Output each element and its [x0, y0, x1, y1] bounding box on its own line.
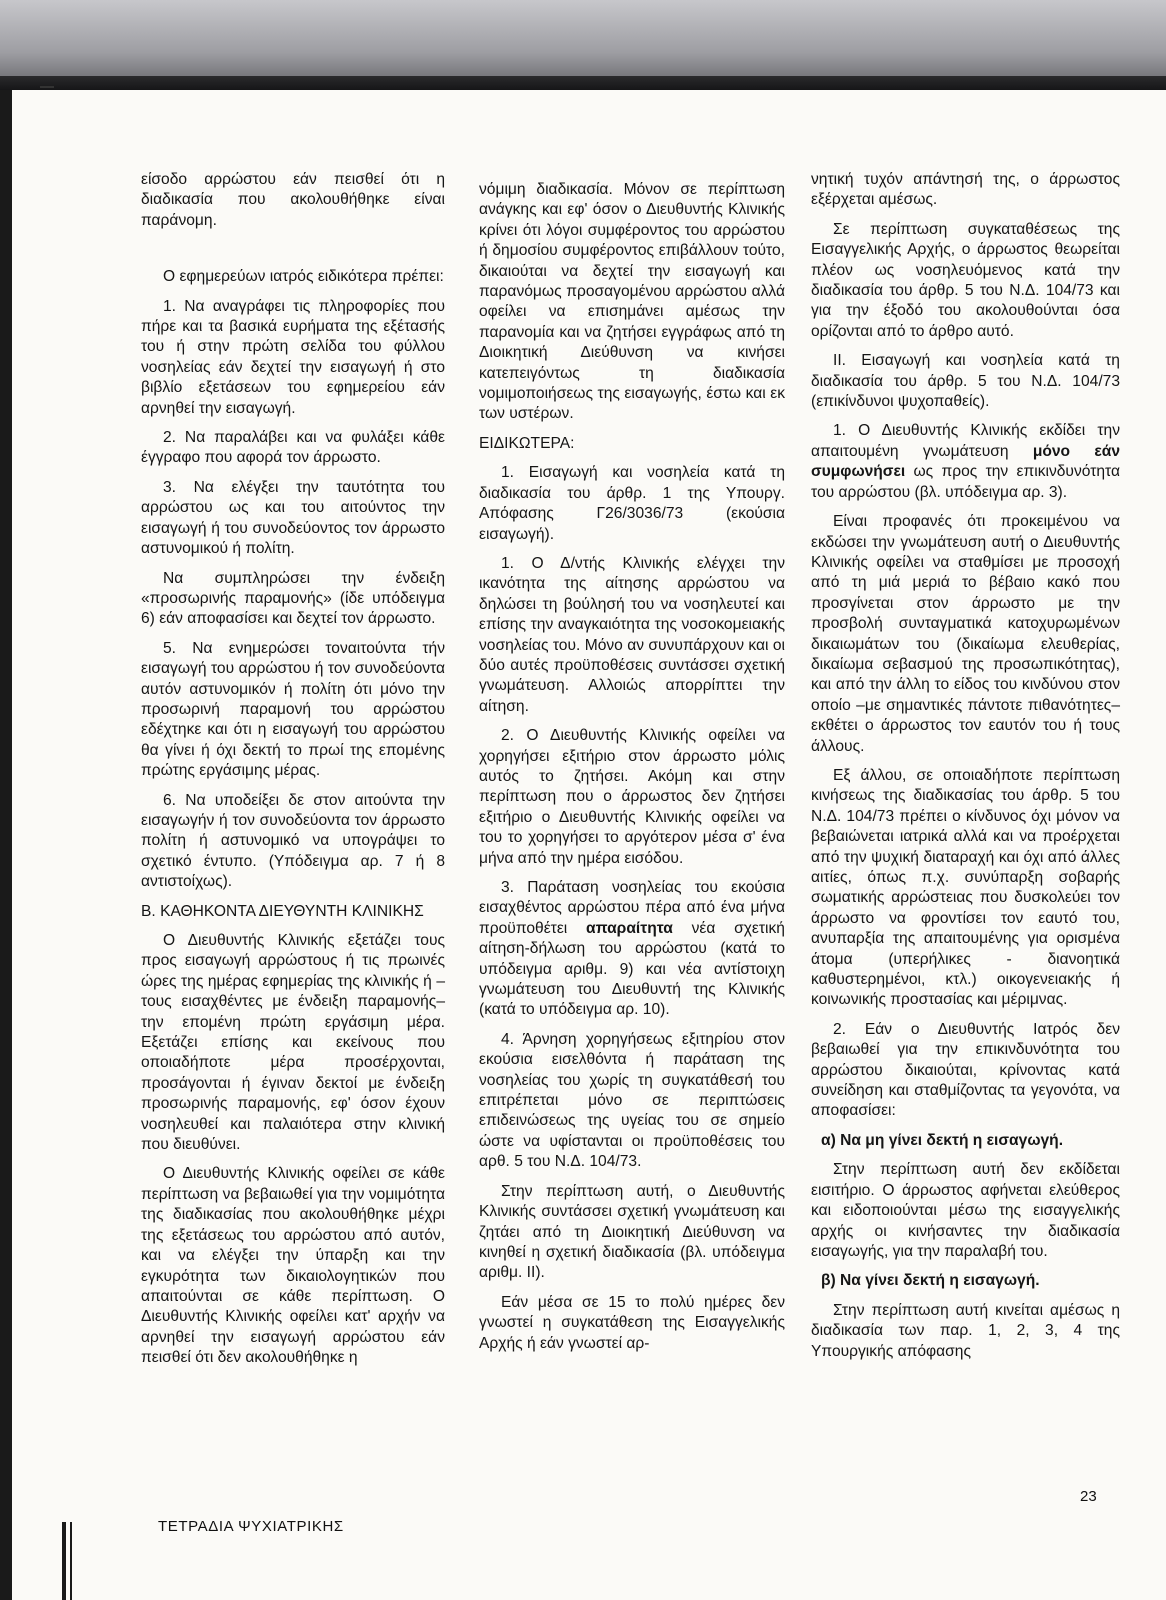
paragraph: Να συμπληρώσει την ένδειξη «προσωρινής παραμονής» (ίδε υπόδειγμα 6) εάν αποφασίσει και δεχτεί τον άρρωστο.	[141, 569, 445, 628]
text-column-left	[141, 170, 445, 1378]
paragraph: Ο Διευθυντής Κλινικής οφείλει σε κάθε περίπτωση να βεβαιωθεί για την νομιμότητα της διαδικασίας που ακολουθήθηκε μέχρι της εξετάσεως του αρρώστου από αυτόν, και να ελέγξει την ύπαρξη και την εγκυρότητα των δικαιολογητικών που απαιτούνται σε κάθε περίπτωση. Ο Διευθυντής Κλινικής οφείλει κατ' αρχήν να αρνηθεί την εισαγωγή αρρώστου εάν πεισθεί ότι δεν ακολουθήθηκε η	[141, 1165, 445, 1367]
paragraph: Στην περίπτωση αυτή δεν εκδίδεται εισιτήριο. Ο άρρωστος αφήνεται ελεύθερος και ειδοποιούνται μέσω της εισαγγελικής αρχής οι κινήσαντες την διαδικασία εισαγωγής, για την παραλαβή του.	[811, 1161, 1120, 1260]
paragraph: ΙΙ. Εισαγωγή και νοσηλεία κατά τη διαδικασία του άρθρ. 5 του Ν.Δ. 104/73 (επικίνδυνοι ψυχοπαθείς).	[811, 352, 1120, 411]
paragraph: Στην περίπτωση αυτή κινείται αμέσως η διαδικασία των παρ. 1, 2, 3, 4 της Υπουργικής απόφασης	[811, 1301, 1120, 1360]
paragraph: 2. Ο Διευθυντής Κλινικής οφείλει να χορηγήσει εξιτήριο στον άρρωστο μόλις αυτός το ζητήσει. Ακόμη και στην περίπτωση που ο άρρωστος δεν ζητήσει εξιτήριο ο Διευθυντής Κλινικής οφείλει να του το χορηγήσει το αργότερον μέσα σ' ένα μήνα από την ημέρα εισόδου.	[479, 727, 785, 867]
paragraph: Σε περίπτωση συγκαταθέσεως της Εισαγγελικής Αρχής, ο άρρωστος θεωρείται πλέον ως νοσηλευόμενος κατά την διαδικασία του άρθρ. 5 του Ν.Δ. 104/73 και για την έξοδό του ακολουθούνται όσα ορίζονται από το άρθρο αυτό.	[811, 220, 1120, 340]
text-column-right	[811, 170, 1120, 1371]
paragraph: 2. Να παραλάβει και να φυλάξει κάθε έγγραφο που αφορά τον άρρωστο.	[141, 429, 445, 467]
paragraph: Ο εφημερεύων ιατρός ειδικότερα πρέπει:	[163, 268, 444, 286]
paragraph: Στην περίπτωση αυτή, ο Διευθυντής Κλινικής συντάσσει σχετική γνωμάτευση και ζητάει από τη Διοικητική Διεύθυνση να κινηθεί η σχετική διαδικασία (βλ. υπόδειγμα αριθμ. ΙΙ).	[479, 1182, 785, 1282]
paragraph: είσοδο αρρώστου εάν πεισθεί ότι η διαδικασία που ακολουθήθηκε είναι παράνομη.	[141, 171, 445, 229]
page-left-edge	[0, 90, 12, 1600]
paragraph: 5. Να ενημερώσει τοναιτούντα τήν εισαγωγή του αρρώστου ή τον συνοδεύοντα αυτόν αστυνομικόν ή πολίτη ότι μόνο την προσωρινή παραμονή του αρρώστου εδέχτηκε και ότι η εισαγωγή του αρρώστου θα γίνει ή όχι δεκτή το πρωί της επομένης πρώτης εργάσιμης μέρας.	[141, 639, 445, 780]
crop-mark	[40, 86, 54, 88]
text-column-middle	[479, 180, 785, 1363]
paragraph: νητική τυχόν απάντησή της, ο άρρωστος εξέρχεται αμέσως.	[811, 171, 1120, 209]
paragraph: 1. Ο Δ/ντής Κλινικής ελέγχει την ικανότητα της αίτησης αρρώστου να δηλώσει τη βούλησή του να νοσηλευτεί και επίσης την αναγκαιότητα της νοσοκομειακής νοσηλείας του. Μόνο αν συνυπάρχουν και οι δύο αυτές προϋποθέσεις συντάσσει σχετική γνωμάτευση. Αλλοιώς απορρίπτει την αίτηση.	[479, 554, 785, 715]
paragraph: Ο Διευθυντής Κλινικής εξετάζει τους προς εισαγωγή αρρώστους ή τις πρωινές ώρες της ημέρας εφημερίας της κλινικής ή –τους εισαχθέντες με ένδειξη παραμονής– την επομένη πρώτη εργάσιμη μέρα. Εξετάζει επίσης και εκείνους που οποιαδήποτε μέρα προσέρχονται, προσάγονται ή έγιναν δεκτοί με ένδειξη προσωρινής παραμονής, εφ' όσον έχουν νοσηλευθεί και παλαιότερα στην κλινική που διευθύνει.	[141, 932, 445, 1154]
section-heading: Β. ΚΑΘΗΚΟΝΤΑ ΔΙΕΥΘΥΝΤΗ ΚΛΙΝΙΚΗΣ	[141, 902, 424, 920]
paragraph: Εάν μέσα σε 15 το πολύ ημέρες δεν γνωστεί η συγκατάθεση της Εισαγγελικής Αρχής ή εάν γνωστεί αρ-	[479, 1293, 785, 1352]
paragraph: 1. Να αναγράφει τις πληροφορίες που πήρε και τα βασικά ευρήματα της εξέτασής του ή στην πρώτη σελίδα του φύλλου νοσηλείας εάν δεχτεί την εισαγωγή ή στο βιβλίο εξετάσεων του εφημερείου εάν αρνηθεί την εισαγωγή.	[141, 297, 445, 417]
subsection-heading: β) Να γίνει δεκτή η εισαγωγή.	[821, 1272, 1040, 1290]
paragraph: 4. Άρνηση χορηγήσεως εξιτηρίου στον εκούσια εισελθόντα ή παράταση της νοσηλείας του χωρίς τη συγκατάθεσή του επιτρέπεται μόνο σε περιπτώσεις επιδεινώσεως της υγείας του σε σημείο ώστε να υφίστανται οι προϋποθέσεις του αρθ. 5 του Ν.Δ. 104/73.	[479, 1030, 785, 1171]
paragraph: Είναι προφανές ότι προκειμένου να εκδώσει την γνωμάτευση αυτή ο Διευθυντής Κλινικής οφείλει να σταθμίσει με προσοχή από τη μιά μεριά το βέβαιο κακό που προσγίνεται στον άρρωστο με την προσβολή συνταγματικά κατοχυρωμένων δικαιωμάτων του (δικαίωμα ελευθερίας, δικαίωμα σεβασμού της προσωπικότητας), και από την άλλη το είδος του κινδύνου στον οποίο –με σημαντικές πάντοτε πιθανότητες– εκθέτει ο άρρωστος τον εαυτόν του ή τους άλλους.	[811, 513, 1120, 755]
paragraph: 3. Παράταση νοσηλείας του εκούσια εισαχθέντος αρρώστου πέρα από ένα μήνα προϋποθέτει απαραίτητα νέα σχετική αίτηση-δήλωση του αρρώστου (κατά το υπόδειγμα αριθμ. 9) και νέα αντίστοιχη γνωμάτευση του Διευθυντή της Κλινικής (κατά το υπόδειγμα αρ. 10).	[479, 879, 785, 1019]
journal-title-footer: ΤΕΤΡΑΔΙΑ ΨΥΧΙΑΤΡΙΚΗΣ	[158, 1518, 344, 1535]
paragraph: 6. Να υποδείξει δε στον αιτούντα την εισαγωγήν ή τον συνοδεύοντα τον άρρωστο πολίτη ή αστυνομικό να υπογράψει το σχετικό έντυπο. (Υπόδειγμα αρ. 7 ή 8 αντιστοίχως).	[141, 791, 445, 891]
section-heading: ΕΙΔΙΚΩΤΕΡΑ:	[479, 434, 575, 452]
paragraph: 1. Εισαγωγή και νοσηλεία κατά τη διαδικασία του άρθρ. 1 της Υπουργ. Απόφασης Γ26/3036/73 (εκούσια εισαγωγή).	[479, 464, 785, 543]
paragraph: 1. Ο Διευθυντής Κλινικής εκδίδει την απαιτουμένη γνωμάτευση μόνο εάν συμφωνήσει ως προς την επικινδυνότητα του αρρώστου (βλ. υπόδειγμα αρ. 3).	[811, 422, 1120, 501]
binding-mark	[70, 1522, 72, 1600]
subsection-heading: α) Να μη γίνει δεκτή η εισαγωγή.	[821, 1131, 1064, 1149]
page-number: 23	[1080, 1488, 1097, 1505]
paragraph: 3. Να ελέγξει την ταυτότητα του αρρώστου ως και του αιτούντος την εισαγωγή ή του συνοδεύοντος τον άρρωστο αστυνομικού ή πολίτη.	[141, 478, 445, 558]
binding-mark	[62, 1522, 66, 1600]
paragraph: νόμιμη διαδικασία. Μόνον σε περίπτωση ανάγκης και εφ' όσον ο Διευθυντής Κλινικής κρίνει ότι λόγοι συμφέροντος του αρρώστου ή δημοσίου συμφέροντος επιβάλλουν τούτο, δικαιούται να δεχτεί την εισαγωγή και παρανόμως προσαγομένου αρρώστου αλλά οφείλει να επισημάνει αμέσως την παρανομία και να ζητήσει εγγράφως από τη Διοικητική Διεύθυνση να κινήσει κατεπειγόντως τη διαδικασία νομιμοποιήσεως της εισαγωγής, έστω και εκ των υστέρων.	[479, 181, 785, 423]
paragraph: 2. Εάν ο Διευθυντής Ιατρός δεν βεβαιωθεί για την επικινδυνότητα του αρρώστου δικαιούται, κρίνοντας κατά συνείδηση και σταθμίζοντας τα γεγονότα, να αποφασίσει:	[811, 1020, 1120, 1120]
paragraph: Εξ άλλου, σε οποιαδήποτε περίπτωση κινήσεως της διαδικασίας του άρθρ. 5 του Ν.Δ. 104/73 πρέπει ο κίνδυνος όχι μόνον να βεβαιώνεται ιατρικά αλλά και να προέρχεται από την ψυχική διαταραχή και όχι από άλλες αιτίες, όπως π.χ. συνύπαρξη σοβαρής σωματικής αρρώστειας που δυσκολεύει τον άρρωστο να φροντίσει τον εαυτό του, ανυπαρξία της απαιτουμένης για ορισμένα άτομα (υπερήλικες - διανοητικά καθυστερημένοι, κτλ.) οικογενειακής ή κοινωνικής προστασίας και μέριμνας.	[811, 766, 1120, 1009]
